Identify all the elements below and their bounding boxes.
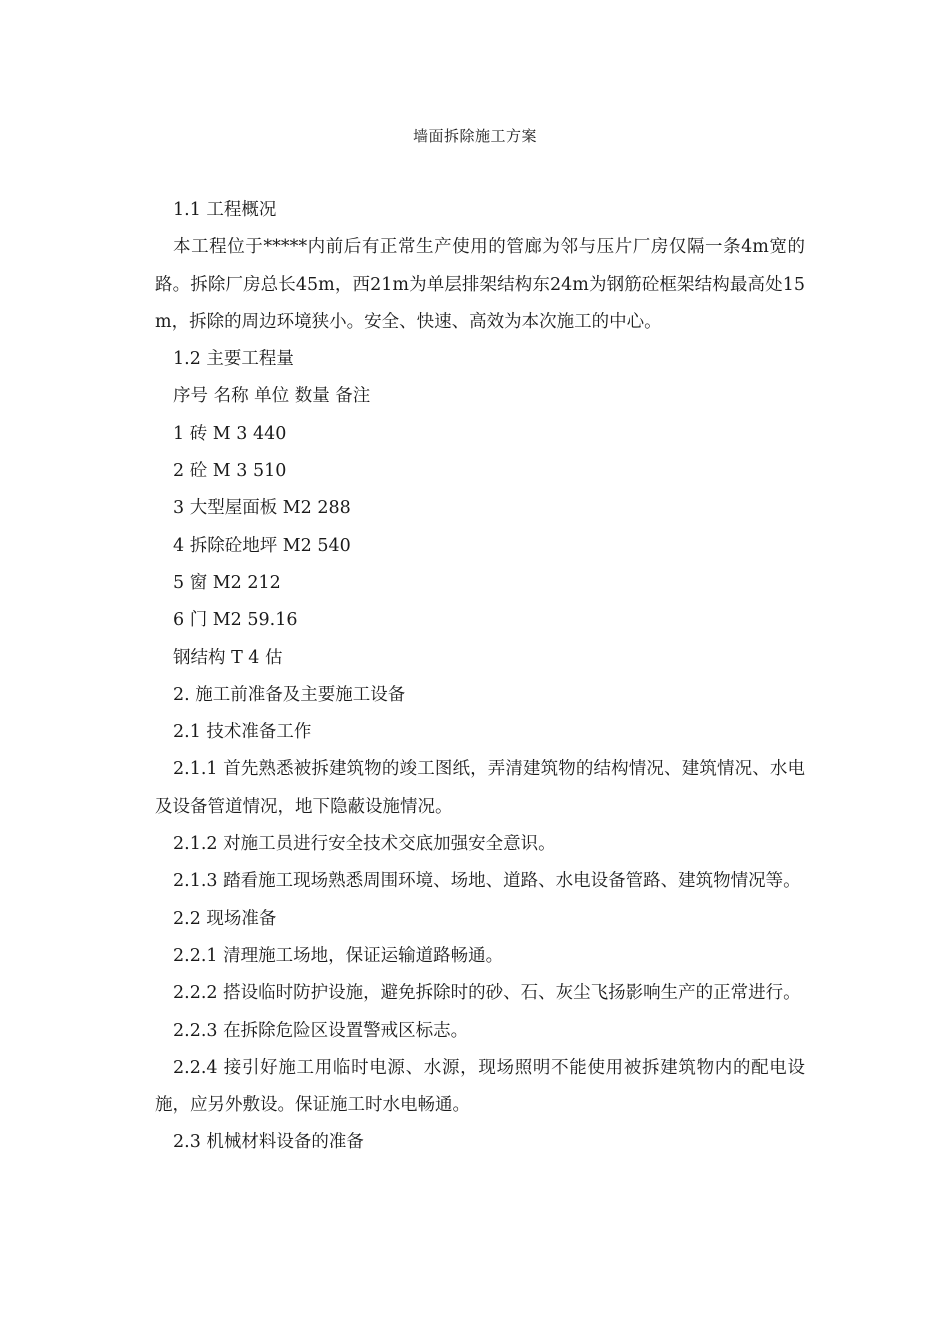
quantity-row: 钢结构 T 4 估 (173, 647, 283, 668)
section-heading-1-1: 1.1 工程概况 (173, 200, 277, 220)
quantity-row: 5 窗 M2 212 (173, 572, 281, 593)
quantity-row: 2 砼 M 3 510 (173, 461, 287, 482)
paragraph-2-1-1: 2.1.1 首先熟悉被拆建筑物的竣工图纸，弄清建筑物的结构情况、建筑情况、水电及设备管道情况，地下隐蔽设施情况。 (155, 759, 805, 817)
section-heading-2-2: 2.2 现场准备 (173, 908, 277, 929)
section-heading-2: 2. 施工前准备及主要施工设备 (173, 684, 406, 705)
quantity-row: 6 门 M2 59.16 (173, 610, 298, 631)
paragraph-2-2-3: 2.2.3 在拆除危险区设置警戒区标志。 (173, 1020, 469, 1041)
paragraph-2-2-1: 2.2.1 清理施工场地，保证运输道路畅通。 (173, 945, 504, 966)
quantity-row: 4 拆除砼地坪 M2 540 (173, 535, 351, 556)
paragraph-2-2-4: 2.2.4 接引好施工用临时电源、水源，现场照明不能使用被拆建筑物内的配电设施，应另外敷设。保证施工时水电畅通。 (155, 1057, 805, 1116)
document-title: 墙面拆除施工方案 (412, 127, 537, 145)
paragraph-2-2-2: 2.2.2 搭设临时防护设施，避免拆除时的砂、石、灰尘飞扬影响生产的正常进行。 (173, 983, 801, 1004)
quantity-table-header: 序号 名称 单位 数量 备注 (173, 386, 371, 407)
paragraph-overview: 本工程位于*****内前后有正常生产使用的管廊为邻与压片厂房仅隔一条4m宽的路。拆除厂房总长45m，西21m为单层排架结构东24m为钢筋砼框架结构最高处15m，拆除的周边环境狭小。安全、快速、高效为本次施工的中心。 (155, 237, 805, 332)
section-heading-2-1: 2.1 技术准备工作 (173, 722, 312, 743)
section-heading-1-2: 1.2 主要工程量 (173, 349, 294, 370)
quantity-row: 1 砖 M 3 440 (173, 423, 287, 444)
quantity-row: 3 大型屋面板 M2 288 (173, 498, 351, 519)
paragraph-2-1-2: 2.1.2 对施工员进行安全技术交底加强安全意识。 (173, 834, 556, 855)
section-heading-2-3: 2.3 机械材料设备的准备 (173, 1132, 364, 1153)
paragraph-2-1-3: 2.1.3 踏看施工现场熟悉周围环境、场地、道路、水电设备管路、建筑物情况等。 (173, 871, 801, 892)
document-body (155, 192, 805, 1162)
